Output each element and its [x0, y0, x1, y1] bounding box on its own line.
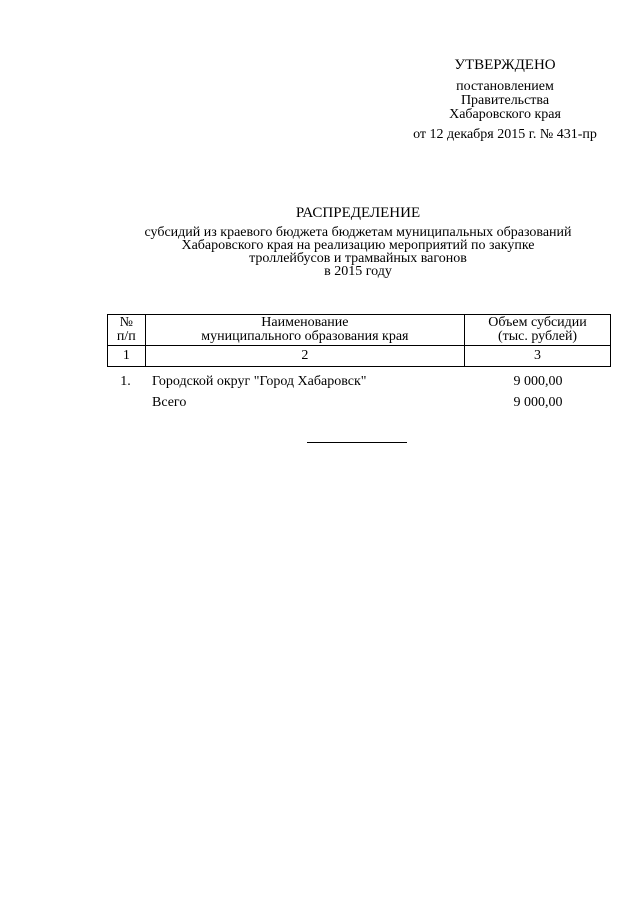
row-num: 1.: [120, 374, 131, 389]
subtitle-line-2: Хабаровского края на реализацию мероприятий по закупке: [181, 238, 535, 253]
header-num-line-2: п/п: [116, 329, 136, 344]
table-column-numbers-row: [108, 346, 611, 367]
approval-block: [390, 56, 620, 144]
header-name-line-2: муниципального образования края: [201, 329, 409, 344]
document-title: РАСПРЕДЕЛЕНИЕ: [295, 205, 421, 221]
row-volume: 9 000,00: [513, 395, 563, 410]
table-header-row: [108, 315, 611, 346]
approval-line-2: Правительства: [460, 93, 550, 108]
header-num-line-1: №: [119, 315, 134, 330]
document-subtitle: [60, 226, 640, 278]
header-volume-line-2: (тыс. рублей): [497, 329, 578, 344]
header-name-line-1: Наименование: [261, 315, 349, 330]
approval-line-1: постановлением: [456, 79, 554, 94]
approval-date: от 12 декабря 2015 г. № 431-пр: [413, 127, 597, 142]
column-number-3: 3: [465, 346, 611, 367]
approval-line-3: Хабаровского края: [449, 107, 561, 122]
header-num: [108, 315, 146, 346]
header-volume: [465, 315, 611, 346]
header-name: [145, 315, 464, 346]
row-name: Городской округ "Город Хабаровск": [152, 374, 367, 389]
distribution-table: [107, 314, 611, 367]
column-number-1: 1: [108, 346, 146, 367]
row-name: Всего: [152, 395, 187, 410]
subtitle-line-1: субсидий из краевого бюджета бюджетам муниципальных образований: [144, 225, 572, 240]
approval-stamp: УТВЕРЖДЕНО: [454, 57, 556, 73]
column-number-2: 2: [145, 346, 464, 367]
row-volume: 9 000,00: [513, 374, 563, 389]
subtitle-line-3: троллейбусов и трамвайных вагонов: [249, 251, 467, 266]
subtitle-line-4: в 2015 году: [324, 264, 392, 279]
end-divider: [307, 442, 407, 443]
header-volume-line-1: Объем субсидии: [488, 315, 587, 330]
